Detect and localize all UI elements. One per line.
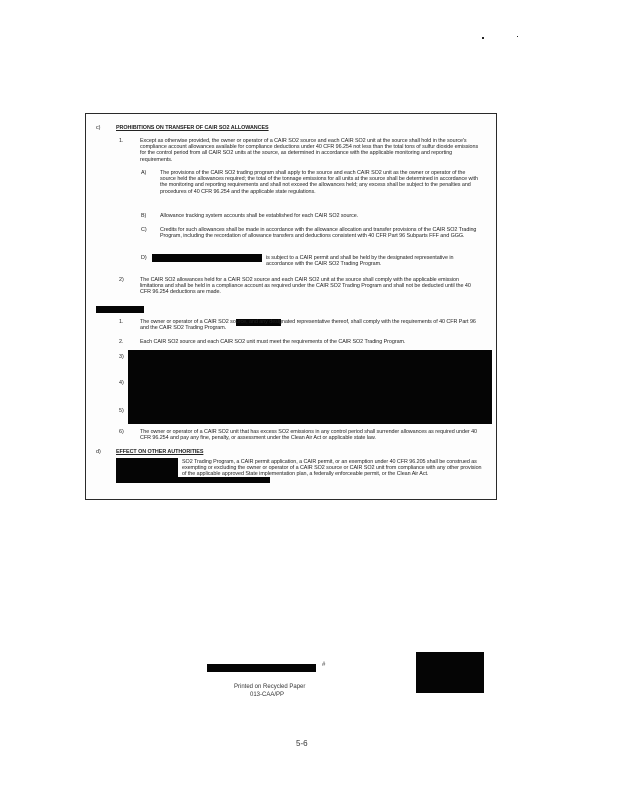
item-text: Allowance tracking system accounts shall be established for each CAIR SO2 source. — [160, 213, 359, 219]
item-label: 1. — [119, 319, 124, 325]
item-label: 4) — [119, 380, 124, 386]
permit-conditions-box — [85, 113, 497, 500]
recycled-paper-code: 013-CAA/PP — [250, 692, 285, 698]
redaction-bar — [96, 306, 144, 313]
item-label: 1. — [119, 138, 124, 144]
page-number: 5-6 — [296, 739, 308, 748]
item-text: Each CAIR SO2 source and each CAIR SO2 unit must meet the requirements of the CAIR SO2 Trading Program. — [140, 339, 406, 345]
item-label: A) — [141, 170, 147, 176]
section-d-text: SO2 Trading Program, a CAIR permit application, a CAIR permit, or an exemption under 40 CFR 96.205 shall be construed as exempting or excluding the owner or operator of a CAIR SO2 source or CAIR SO2 unit from compliance with any other provision of the applicable approved State implementation plan, a federally enforceable permit, or the Clean Air Act. — [182, 459, 482, 478]
redaction-block — [128, 350, 492, 424]
item-text: Except as otherwise provided, the owner or operator of a CAIR SO2 source and each CAIR SO2 unit at the source shall hold in the source's compliance account allowances available for compliance deductions under 40 CFR 96.254 not less than the total tons of sulfur dioxide emissions for the control period from all CAIR SO2 units at the source, as determined in accordance with the applicable monitoring and reporting requirements. — [140, 138, 479, 163]
item-text: is subject to a CAIR permit and shall be held by the designated representative in accordance with the CAIR SO2 Trading Program. — [266, 255, 454, 268]
item-label: 2. — [119, 339, 124, 345]
redaction-bar — [116, 477, 270, 483]
item-label: D) — [141, 255, 147, 261]
item-label: C) — [141, 227, 147, 233]
scan-speck — [482, 37, 484, 39]
item-label: 5) — [119, 408, 124, 414]
redaction-block — [116, 458, 178, 477]
item-text: The provisions of the CAIR SO2 trading program shall apply to the source and each CAIR SO2 unit as the owner or operator of the source held the allowances required; the total of the tonnage emissions for all units at the source shall be determined in accordance with the monitoring and reporting requirements and shall not exceed the allowances held; any excess shall be subject to the penalties and procedures of 40 CFR 96.254 and the applicable state regulations. — [160, 170, 478, 195]
section-c-heading: PROHIBITIONS ON TRANSFER OF CAIR SO2 ALLOWANCES — [116, 125, 269, 131]
footer-mark: # — [322, 662, 326, 668]
item-text: The owner or operator of a CAIR SO2 unit that has excess SO2 emissions in any control period shall surrender allowances as required under 40 CFR 96.254 and pay any fine, penalty, or assessment under the Clean Air Act or applicable state law. — [140, 429, 477, 442]
item-label: B) — [141, 213, 147, 219]
item-label: 3) — [119, 354, 124, 360]
item-label: 6) — [119, 429, 124, 435]
section-c-label: c) — [96, 125, 101, 131]
redaction-bar — [207, 664, 316, 672]
item-text: Credits for such allowances shall be made in accordance with the allowance allocation and transfer provisions of the CAIR SO2 Trading Program, including the recordation of allowance transfers and deductions consistent with 40 CFR Part 96 Subparts FFF and GGG. — [160, 227, 477, 240]
section-d-label: d) — [96, 449, 101, 455]
item-text: The CAIR SO2 allowances held for a CAIR SO2 source and each CAIR SO2 unit at the source shall comply with the applicable emission limitations and shall be held in a compliance account as required under the CAIR SO2 Trading Program and shall not be deducted until the 40 CFR 96.254 deductions are made. — [140, 277, 471, 296]
scan-speck — [517, 36, 518, 37]
redaction-block — [416, 652, 484, 693]
recycled-paper-line: Printed on Recycled Paper — [234, 684, 306, 690]
redaction-bar — [152, 254, 262, 262]
section-d-heading: EFFECT ON OTHER AUTHORITIES — [116, 449, 204, 455]
item-text: The owner or operator of a CAIR SO2 source, and any designated representative thereof, shall comply with the requirements of 40 CFR Part 96 and the CAIR SO2 Trading Program. — [140, 319, 476, 332]
item-label: 2) — [119, 277, 124, 283]
